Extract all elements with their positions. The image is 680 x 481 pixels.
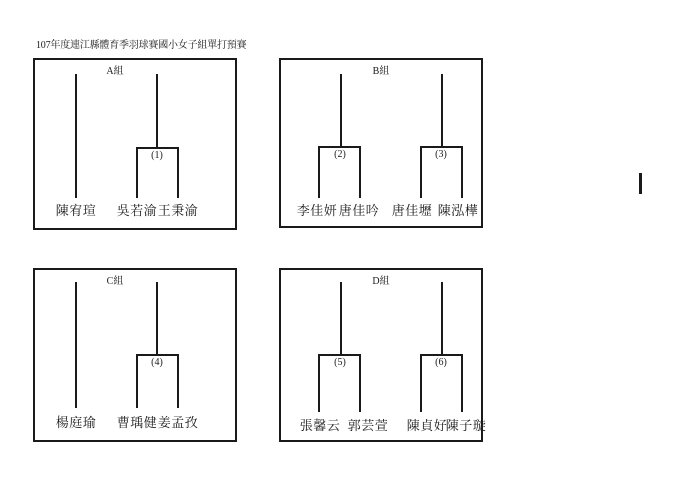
match-3-stem-line xyxy=(441,74,443,146)
group-box-c xyxy=(33,268,237,442)
player-name: 陳貞好 xyxy=(406,418,448,433)
player-name: 曹瑀健 xyxy=(116,415,158,430)
bye-player-line xyxy=(75,74,77,198)
match-5-stem-line xyxy=(340,282,342,354)
player-name: 陳子璇 xyxy=(445,418,487,433)
player-name: 唐佳吟 xyxy=(338,203,380,218)
match-6-stem-line xyxy=(441,282,443,354)
match-1-number: (1) xyxy=(151,150,163,161)
page-title: 107年度連江縣體育季羽球賽國小女子組單打預賽 xyxy=(36,40,247,51)
player-name: 張馨云 xyxy=(299,418,341,433)
match-5-number: (5) xyxy=(334,357,346,368)
player-name: 楊庭瑜 xyxy=(55,415,97,430)
player-name: 吳若渝 xyxy=(116,203,158,218)
player-name: 李佳妍 xyxy=(296,203,338,218)
group-d-label: D組 xyxy=(372,276,390,287)
match-6-number: (6) xyxy=(435,357,447,368)
bye-player-line xyxy=(75,282,77,408)
group-b-label: B組 xyxy=(372,66,390,77)
group-box-a xyxy=(33,58,237,230)
match-1-stem-line xyxy=(156,74,158,147)
match-2-stem-line xyxy=(340,74,342,146)
player-name: 姜孟孜 xyxy=(157,415,199,430)
group-box-d xyxy=(279,268,487,442)
match-4-number: (4) xyxy=(151,357,163,368)
match-2-number: (2) xyxy=(334,149,346,160)
player-name: 陳宥瑄 xyxy=(55,203,97,218)
group-a-label: A組 xyxy=(106,66,124,77)
group-c-label: C組 xyxy=(106,276,124,287)
player-name: 唐佳壢 xyxy=(391,203,433,218)
stray-ink-mark xyxy=(639,173,642,194)
match-3-number: (3) xyxy=(435,149,447,160)
match-4-stem-line xyxy=(156,282,158,354)
player-name: 郭芸萱 xyxy=(347,418,389,433)
player-name: 王秉渝 xyxy=(157,203,199,218)
player-name: 陳泓樺 xyxy=(437,203,479,218)
group-box-b xyxy=(279,58,483,228)
